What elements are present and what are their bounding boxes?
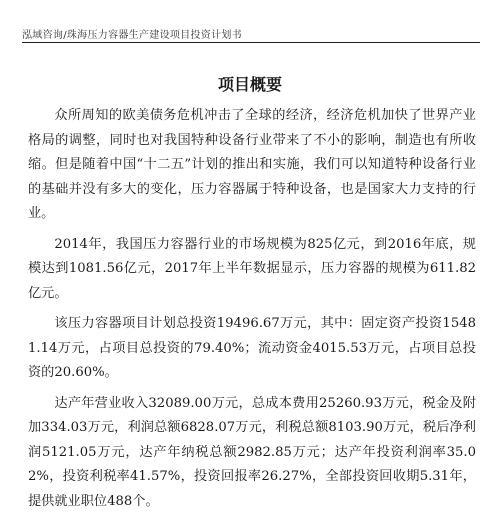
header-divider [22, 42, 480, 43]
paragraph-investment: 该压力容器项目计划总投资19496.67万元，其中：固定资产投资15481.14万元，占项目总投资的79.40%；流动资金4015.53万元，占项目总投资的20.60%。 [28, 316, 476, 380]
document-body [28, 104, 476, 520]
paragraph-market-size: 2014年，我国压力容器行业的市场规模为825亿元，到2016年底，规模达到1081.56亿元，2017年上半年数据显示，压力容器的规模为611.82亿元。 [28, 236, 476, 301]
paragraph-intro: 众所周知的欧美债务危机冲击了全球的经济，经济危机加快了世界产业格局的调整，同时也对我国特种设备行业带来了不小的影响，制造也有所收缩。但是随着中国“十二五”计划的推出和实施，我们可以知道特种设备行业的基础并没有多大的变化，压力容器属于特种设备，也是国家大力支持的行业。 [28, 108, 476, 221]
page-header: 泓域咨询/珠海压力容器生产建设项目投资计划书 [22, 30, 242, 41]
paragraph-returns: 达产年营业收入32089.00万元，总成本费用25260.93万元，税金及附加334.03万元，利润总额6828.07万元，利税总额8103.90万元，税后净利润5121.05万元，达产年纳税总额2982.85万元；达产年投资利润率35.02%，投资利税率41.57%，投资回报率26.27%，全部投资回收期5.31年，提供就业职位488个。 [28, 395, 476, 509]
section-title: 项目概要 [217, 75, 282, 94]
